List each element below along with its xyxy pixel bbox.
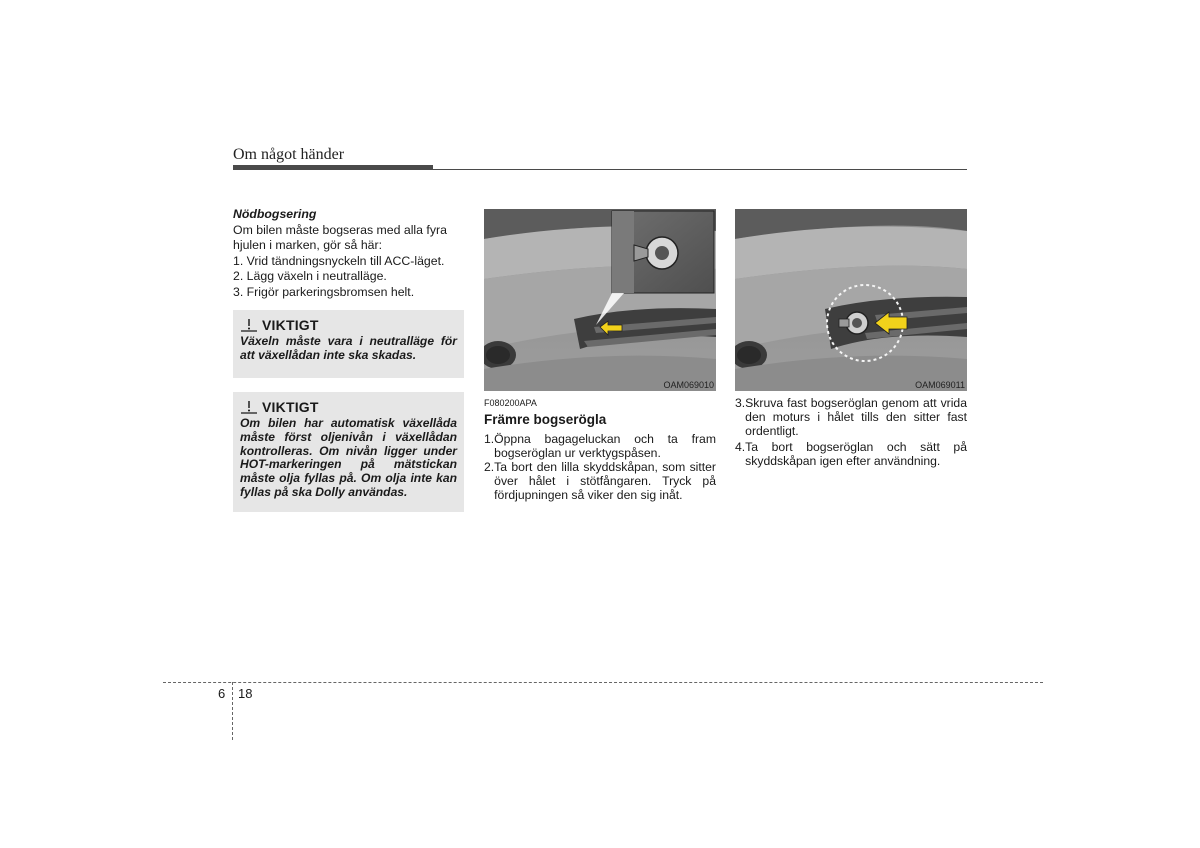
bumper-illustration [735, 209, 967, 391]
step-text: Ta bort den lilla skyddskåpan, som sitter över hålet i stötfångaren. Tryck på fördjupningen så viker den sig inåt. [494, 460, 716, 502]
intro-line: 3. Frigör parkeringsbromsen helt. [233, 284, 415, 299]
header-bar [233, 165, 433, 170]
list-item [484, 432, 716, 460]
note-header [240, 399, 457, 415]
step-number: 4. [735, 440, 746, 454]
footer-divider [232, 682, 233, 740]
intro-column [233, 206, 464, 300]
intro-line: 2. Lägg växeln i neutralläge. [233, 269, 387, 283]
step-number: 1. [484, 432, 495, 446]
towing-eye-continued [735, 396, 967, 470]
note-text: Växeln måste vara i neutralläge för att växellådan inte ska skadas. [240, 334, 457, 362]
note-header [240, 317, 457, 333]
caution-note [233, 310, 464, 378]
list-item [735, 440, 967, 468]
step-text: Ta bort bogseröglan och sätt på skyddskåpan igen efter användning. [745, 440, 967, 468]
section-heading: Främre bogserögla [484, 412, 607, 427]
caution-note [233, 392, 464, 512]
note-text: Om bilen har automatisk växellåda måste först oljenivån i växellådan kontrolleras. Om nivån ligger under HOT-markeringen på mätstickan måste olja fyllas på. Om olja inte kan fyllas på ska Dolly användas. [240, 416, 457, 499]
section-code: F080200APA [484, 398, 537, 408]
page-title: Om något händer [233, 146, 345, 163]
note-title: VIKTIGT [262, 317, 319, 333]
list-item [735, 396, 967, 438]
intro-line: Om bilen måste bogseras med alla fyra hjulen i marken, gör så här: [233, 222, 447, 252]
photo-attach-eye [735, 209, 967, 391]
step-number: 2. [484, 460, 495, 474]
page-number: 18 [238, 686, 253, 701]
step-text: Skruva fast bogseröglan genom att vrida den moturs i hålet tills den sitter fast ordentligt. [745, 396, 967, 438]
chapter-number: 6 [218, 686, 226, 701]
towing-eye-section [484, 396, 716, 502]
intro-subhead: Nödbogsering [233, 207, 317, 221]
photo-code: OAM069011 [915, 380, 965, 390]
photo-remove-cover [484, 209, 716, 391]
bumper-illustration [484, 209, 716, 391]
intro-line: 1. Vrid tändningsnyckeln till ACC-läget. [233, 253, 445, 268]
step-number: 3. [735, 396, 746, 410]
footer-rule [163, 682, 1043, 683]
list-item [484, 460, 716, 502]
photo-code: OAM069010 [663, 380, 714, 390]
caution-icon [240, 318, 258, 332]
note-title: VIKTIGT [262, 399, 319, 415]
step-text: Öppna bagageluckan och ta fram bogseröglan ur verktygspåsen. [494, 432, 716, 460]
caution-icon [240, 400, 258, 414]
header-rule [433, 169, 967, 170]
